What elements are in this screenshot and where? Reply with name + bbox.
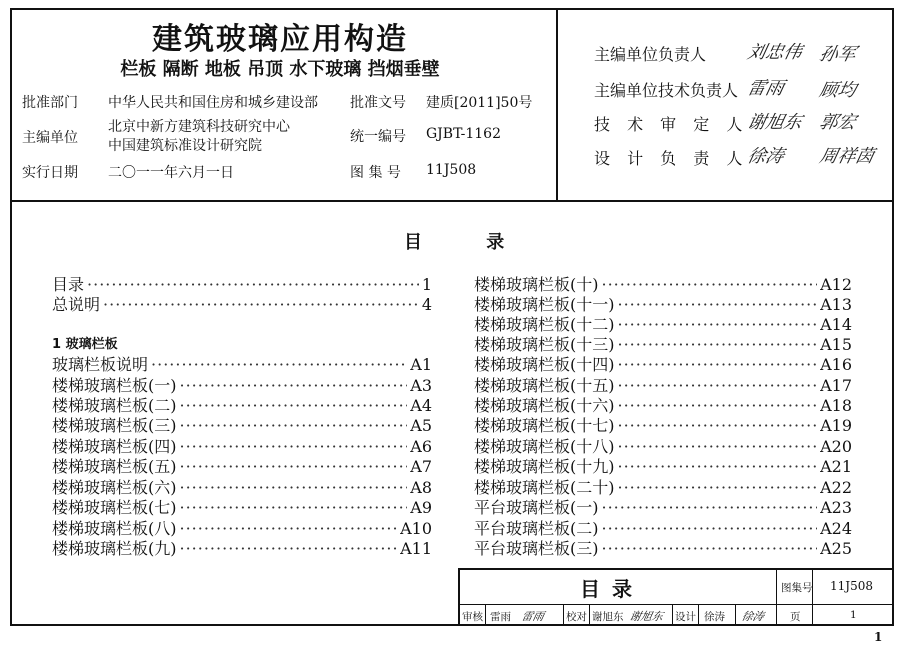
toc-entry-label: 楼梯玻璃栏板(十三) [474,335,615,354]
signature: 刘忠伟 [745,42,804,63]
toc-entry[interactable] [52,475,432,497]
toc-entry-label: 楼梯玻璃栏板(十一) [474,295,615,314]
toc-entry-page: A21 [820,457,852,476]
toc-entry-page: A17 [820,376,852,395]
toc-entry-page: A9 [410,498,432,517]
signature: 徐涛 [740,610,766,623]
toc-entry-label: 楼梯玻璃栏板(十) [474,275,599,294]
approving-dept-value: 中华人民共和国住房和城乡建设部 [108,95,318,111]
header-divider [10,200,894,202]
toc-entry-label: 楼梯玻璃栏板(三) [52,416,177,435]
toc-entry-page: A12 [820,275,852,294]
toc-entry-page: A23 [820,498,852,517]
editor-unit-label: 主编单位 [22,130,78,146]
signature: 郭宏 [817,112,858,133]
toc-entry-page: A11 [400,539,432,558]
check-label: 校对 [566,611,587,623]
signature: 孙军 [817,44,858,65]
toc-entry[interactable] [474,413,852,435]
toc-entry[interactable] [474,332,852,354]
atlas-no-label: 图 集 号 [350,165,401,181]
toc-entry[interactable] [474,454,852,476]
page-value: 1 [850,609,857,621]
page-label: 页 [790,611,801,623]
toc-entry[interactable] [52,373,432,395]
toc-entry-label: 楼梯玻璃栏板(四) [52,437,177,456]
header-vertical-divider [556,8,558,201]
signature: 周祥茵 [817,146,876,167]
toc-entry-label: 目录 [52,275,85,294]
design-name: 徐涛 [704,611,725,623]
toc-entry-label: 总说明 [52,295,101,314]
toc-entry-label: 楼梯玻璃栏板(一) [52,376,177,395]
toc-entry-label: 楼梯玻璃栏板(六) [52,478,177,497]
atlas-title: 建筑玻璃应用构造 [152,22,408,57]
toc-entry-label: 楼梯玻璃栏板(二) [52,396,177,415]
effective-date-value: 二〇一一年六月一日 [108,165,234,181]
title-block-divider [776,568,777,626]
toc-entry[interactable] [474,312,852,334]
toc-entry-page: A19 [820,416,852,435]
title-block-title: 目录 [580,577,644,601]
toc-entry[interactable] [474,373,852,395]
toc-entry-label: 楼梯玻璃栏板(九) [52,539,177,558]
toc-entry-page: A3 [410,376,432,395]
toc-entry-label: 平台玻璃栏板(三) [474,539,599,558]
toc-entry-page: A6 [410,437,432,456]
title-block-atlas-value: 11J508 [830,579,873,593]
toc-title-char: 录 [486,232,505,253]
title-block-divider [812,568,813,626]
toc-entry-label: 平台玻璃栏板(二) [474,519,599,538]
toc-entry[interactable] [474,272,852,294]
section-heading: 1 玻璃栏板 [52,337,118,352]
approval-no-value: 建质[2011]50号 [426,95,533,111]
approval-no-label: 批准文号 [350,95,406,111]
toc-entry-page: A8 [410,478,432,497]
signature: 谢旭东 [745,112,804,133]
toc-entry-page: 1 [421,275,432,294]
toc-entry[interactable] [474,495,852,517]
toc-entry[interactable] [474,536,852,558]
resp-row-chief-tech: 主编单位技术负责人 [594,81,739,100]
approving-dept-label: 批准部门 [22,95,78,111]
toc-entry-page: A24 [820,519,852,538]
toc-entry-label: 楼梯玻璃栏板(十七) [474,416,615,435]
toc-entry-label: 楼梯玻璃栏板(八) [52,519,177,538]
toc-entry[interactable] [52,454,432,476]
signature: 雷雨 [520,610,546,623]
resp-row-tech-review: 技 术 审 定 人 [594,115,749,134]
toc-entry-label: 楼梯玻璃栏板(十九) [474,457,615,476]
toc-entry-page: A10 [400,519,432,538]
toc-entry[interactable] [52,352,432,374]
toc-entry[interactable] [52,413,432,435]
atlas-subtitle: 栏板 隔断 地板 吊顶 水下玻璃 挡烟垂壁 [120,59,440,80]
signature: 顾均 [817,80,858,101]
toc-entry[interactable] [52,434,432,456]
toc-title [404,228,504,254]
toc-entry[interactable] [474,516,852,538]
toc-entry-page: 4 [421,295,432,314]
atlas-no-value: 11J508 [426,162,477,178]
toc-entry[interactable] [52,272,432,294]
toc-entry[interactable] [52,393,432,415]
resp-row-chief-unit: 主编单位负责人 [594,45,707,64]
toc-entry-page: A7 [410,457,432,476]
toc-title-char: 目 [404,232,422,253]
signature: 徐涛 [745,146,786,167]
toc-entry[interactable] [52,536,432,558]
editor-unit-value-2: 中国建筑标准设计研究院 [108,138,262,154]
toc-entry-page: A20 [820,437,852,456]
resp-row-design-lead: 设 计 负 责 人 [594,149,749,168]
toc-entry-label: 楼梯玻璃栏板(七) [52,498,177,517]
design-label: 设计 [675,611,696,623]
toc-entry-page: A5 [410,416,432,435]
effective-date-label: 实行日期 [22,165,78,181]
toc-entry[interactable] [474,475,852,497]
review-name: 雷雨 [490,611,511,623]
toc-entry-label: 平台玻璃栏板(一) [474,498,599,517]
toc-entry-page: A4 [410,396,432,415]
toc-entry-page: A1 [410,355,432,374]
signature: 雷雨 [745,78,786,99]
toc-entry-label: 楼梯玻璃栏板(十二) [474,315,615,334]
toc-entry-label: 楼梯玻璃栏板(五) [52,457,177,476]
toc-entry-label: 玻璃栏板说明 [52,355,149,374]
toc-entry-page: A14 [820,315,852,334]
toc-entry-label: 楼梯玻璃栏板(二十) [474,478,615,497]
toc-entry-page: A25 [820,539,852,558]
unified-no-label: 统一编号 [350,129,406,145]
toc-entry-page: A22 [820,478,852,497]
toc-entry[interactable] [474,434,852,456]
toc-entry[interactable] [52,516,432,538]
toc-entry-page: A18 [820,396,852,415]
toc-entry[interactable] [52,292,432,314]
page-number: 1 [874,630,883,644]
toc-entry[interactable] [474,352,852,374]
unified-no-value: GJBT-1162 [426,126,501,142]
editor-unit-value-1: 北京中新方建筑科技研究中心 [108,119,290,135]
toc-entry-page: A13 [820,295,852,314]
toc-entry-label: 楼梯玻璃栏板(十五) [474,376,615,395]
toc-entry[interactable] [474,292,852,314]
toc-entry-label: 楼梯玻璃栏板(十四) [474,355,615,374]
title-block-divider [458,604,894,605]
toc-entry-page: A15 [820,335,852,354]
toc-entry-label: 楼梯玻璃栏板(十八) [474,437,615,456]
toc-entry[interactable] [52,495,432,517]
check-name: 谢旭东 [592,611,624,623]
toc-entry[interactable] [474,393,852,415]
signature: 谢旭东 [628,610,665,623]
toc-entry-label: 楼梯玻璃栏板(十六) [474,396,615,415]
title-block-atlas-label: 图集号 [781,582,813,594]
review-label: 审核 [462,611,483,623]
toc-entry-page: A16 [820,355,852,374]
